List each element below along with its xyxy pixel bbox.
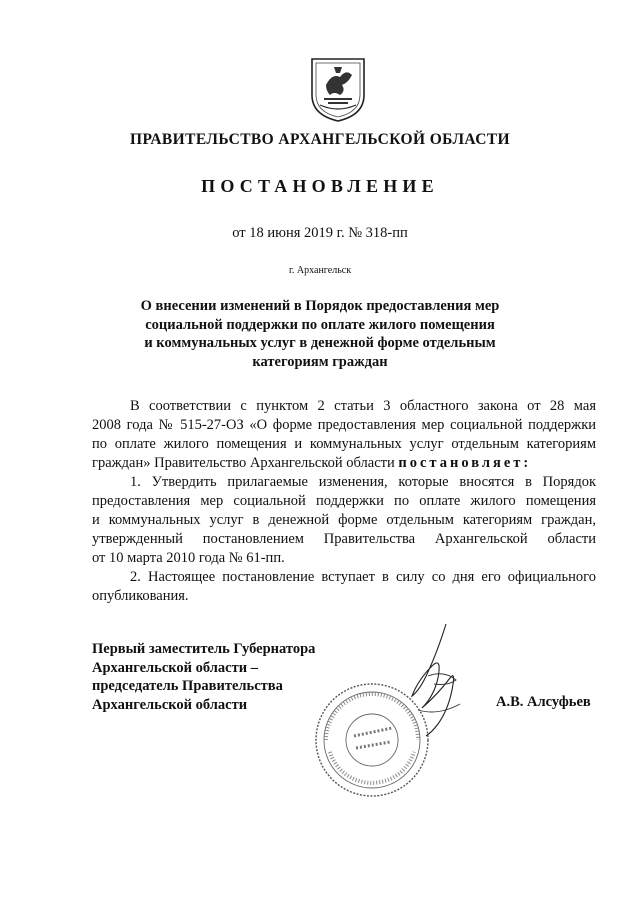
signatory-title-line: Первый заместитель Губернатора	[92, 641, 316, 657]
government-name: ПРАВИТЕЛЬСТВО АРХАНГЕЛЬСКОЙ ОБЛАСТИ	[129, 131, 510, 148]
coat-of-arms-icon	[306, 55, 370, 123]
body-line: В соответствии с пунктом 2 статьи 3 областного закона от 28 мая	[130, 398, 596, 414]
document-date-number: от 18 июня 2019 г. № 318-пп	[232, 225, 408, 241]
body-line: и коммунальных услуг в денежной форме отдельным категориям граждан,	[92, 512, 596, 528]
body-line: 1. Утвердить прилагаемые изменения, которые вносятся в Порядок	[130, 474, 596, 490]
subject-line: категориям граждан	[252, 353, 388, 370]
body-line: утвержденный постановлением Правительства Архангельской области	[92, 531, 596, 547]
body-line: опубликования.	[92, 588, 189, 604]
body-line: предоставления мер социальной поддержки по оплате жилого помещения	[92, 493, 596, 509]
body-line: 2. Настоящее постановление вступает в силу со дня его официального	[130, 569, 596, 585]
signatory-title-line: Архангельской области –	[92, 659, 258, 676]
signatory-title	[92, 640, 315, 714]
resolution-word: постановляет:	[398, 455, 532, 471]
body-line	[92, 455, 596, 472]
subject-line: социальной поддержки по оплате жилого помещения	[145, 316, 495, 333]
body-line: 2008 года № 515-27-ОЗ «О форме предоставления мер социальной поддержки	[92, 417, 596, 433]
document-subject	[0, 297, 640, 371]
body-text: граждан» Правительство Архангельской области	[92, 455, 395, 471]
signatory-title-line: председатель Правительства	[92, 678, 283, 694]
subject-line: и коммунальных услуг в денежной форме отдельным	[144, 335, 496, 351]
body-line: от 10 марта 2010 года № 61-пп.	[92, 550, 285, 566]
handwritten-signature-icon	[398, 620, 468, 740]
subject-line: О внесении изменений в Порядок предоставления мер	[140, 298, 500, 314]
document-city: г. Архангельск	[288, 265, 352, 276]
signatory-title-line: Архангельской области	[92, 696, 248, 713]
signatory-name: А.В. Алсуфьев	[496, 694, 591, 710]
body-line: по оплате жилого помещения и коммунальных услуг отдельным категориям	[92, 436, 596, 452]
document-type-heading: ПОСТАНОВЛЕНИЕ	[201, 176, 439, 196]
